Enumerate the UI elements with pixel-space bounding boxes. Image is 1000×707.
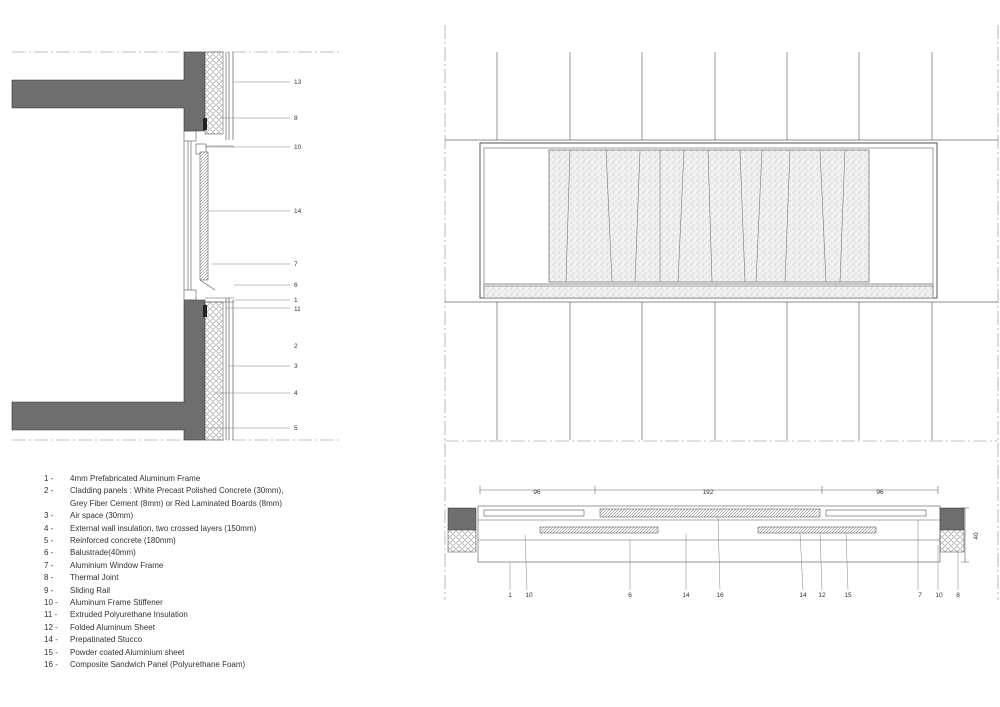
section-callout: 11 [294, 306, 301, 313]
legend-number: 3 - [44, 511, 54, 521]
plan-callout: 1 [508, 592, 512, 599]
plan-callout: 14 [682, 592, 690, 599]
lower-concrete-slab [12, 300, 205, 440]
section-callout: 2 [294, 343, 298, 350]
legend-item [44, 622, 283, 634]
legend-number: 7 - [44, 560, 54, 570]
legend-item [44, 535, 283, 547]
legend-item [44, 572, 283, 584]
legend-number: 11 - [44, 610, 58, 620]
legend-text: Aluminium Window Frame [70, 560, 164, 570]
stucco-left [540, 527, 658, 533]
legend-text: 4mm Prefabricated Aluminum Frame [70, 474, 201, 483]
section-callout: 6 [294, 282, 298, 289]
legend-list [44, 473, 283, 672]
legend-item [44, 523, 283, 535]
dimension-right: 96 [876, 489, 884, 496]
section-callout: 7 [294, 261, 298, 268]
legend-number: 10 - [44, 598, 58, 608]
section-callout-numbers [294, 79, 302, 432]
legend-text: Balustrade(40mm) [70, 548, 136, 558]
legend-item [44, 485, 283, 510]
legend-number: 15 - [44, 647, 58, 657]
dimension-left: 96 [533, 489, 541, 496]
legend-item [44, 585, 283, 597]
legend-item [44, 473, 283, 485]
sandwich-panel [600, 509, 820, 517]
legend-number: 5 - [44, 536, 54, 546]
plan-callout: 10 [525, 592, 533, 599]
plan-callout: 12 [818, 592, 826, 599]
legend-item [44, 560, 283, 572]
legend-text: Thermal Joint [70, 573, 119, 583]
balustrade-panel [200, 152, 208, 280]
plan-callout: 6 [628, 592, 632, 599]
section-callout: 8 [294, 115, 298, 122]
legend-item [44, 510, 283, 522]
legend-number: 8 - [44, 573, 54, 583]
legend-text: Composite Sandwich Panel (Polyurethane Foam) [70, 660, 246, 670]
legend-number: 2 - [44, 486, 54, 496]
legend-item [44, 647, 283, 659]
dimension-center: 192 [702, 489, 714, 496]
legend-text: Sliding Rail [70, 585, 111, 595]
legend-text: Air space (30mm) [70, 511, 134, 521]
legend-number: 4 - [44, 523, 54, 533]
section-callout: 13 [294, 79, 302, 86]
legend-number: 16 - [44, 660, 58, 670]
section-callout: 4 [294, 390, 298, 397]
plan-callout: 8 [956, 592, 960, 599]
wall-section-detail [12, 52, 290, 440]
section-callout: 3 [294, 363, 298, 370]
section-callout: 1 [294, 297, 298, 304]
legend-number: 1 - [44, 474, 54, 483]
insulation-lower [205, 302, 223, 440]
section-callout: 5 [294, 425, 298, 432]
dimension-thickness: 40 [973, 532, 980, 540]
facade-elevation [445, 52, 998, 440]
stucco-right [758, 527, 876, 533]
legend-text: Cladding panels : White Precast Polished Concrete (30mm), Grey Fiber Cement (8mm) or Red Laminated Boards (8mm) [70, 486, 284, 508]
section-callout: 14 [294, 208, 302, 215]
legend-item [44, 659, 283, 671]
legend-item [44, 609, 283, 621]
legend-item [44, 634, 283, 646]
legend-text: Aluminum Frame Stiffener [70, 598, 163, 608]
section-callout: 10 [294, 144, 302, 151]
legend-text: Powder coated Aluminium sheet [70, 647, 185, 657]
legend-number: 12 - [44, 622, 58, 632]
upper-concrete-slab [12, 52, 205, 131]
legend-text: Prepatinated Stucco [70, 635, 143, 645]
insulation-upper [205, 52, 223, 134]
plan-callout: 10 [935, 592, 943, 599]
plan-callout: 16 [716, 592, 724, 599]
legend-number: 14 - [44, 635, 58, 645]
plan-callout: 14 [799, 592, 807, 599]
horizontal-plan-detail [448, 486, 969, 590]
plan-callout: 15 [844, 592, 852, 599]
legend-number: 9 - [44, 585, 54, 595]
legend-item [44, 547, 283, 559]
legend-text: External wall insulation, two crossed layers (150mm) [70, 523, 257, 533]
legend-item [44, 597, 283, 609]
plan-callout: 7 [918, 592, 922, 599]
legend-number: 6 - [44, 548, 54, 558]
plan-callout-numbers [508, 592, 960, 599]
legend-text: Folded Aluminum Sheet [70, 622, 155, 632]
legend-text: Reinforced concrete (180mm) [70, 536, 176, 546]
legend-text: Extruded Polyurethane Insulation [70, 610, 188, 620]
